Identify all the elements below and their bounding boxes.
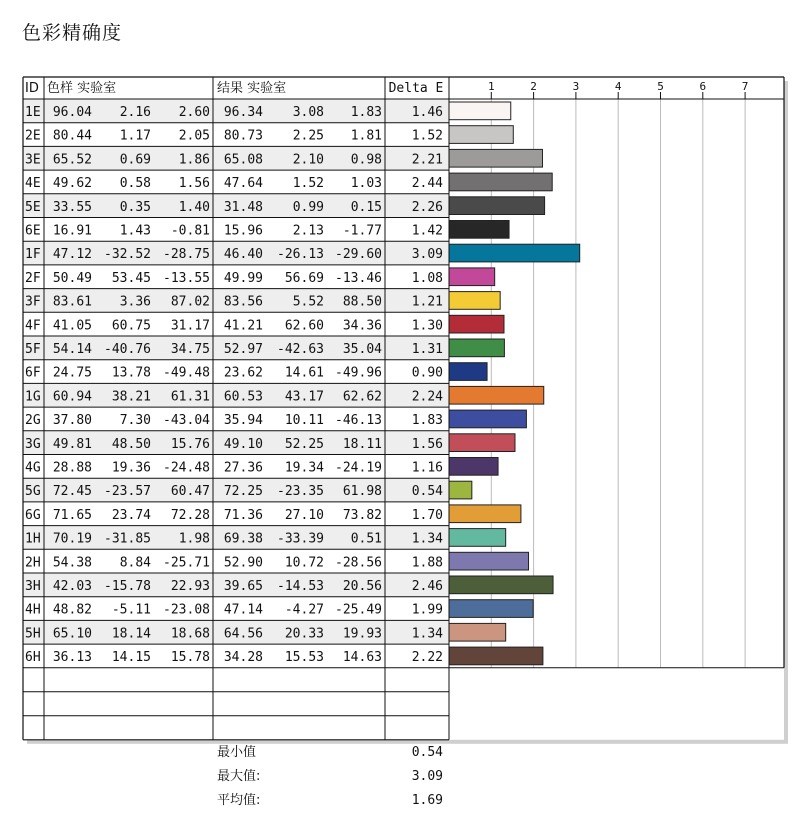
cell-sample-lab: 54.14 <box>52 342 92 357</box>
cell-result-lab: -25.49 <box>335 602 382 618</box>
cell-result-lab: 1.03 <box>350 176 382 192</box>
cell-sample-lab: 60.75 <box>111 318 151 334</box>
cell-result-lab: 83.56 <box>223 294 263 310</box>
cell-result-lab: 72.25 <box>223 484 263 500</box>
cell-result-lab: 62.60 <box>284 318 324 334</box>
bar-2F <box>449 268 495 286</box>
cell-result-lab: 80.73 <box>223 128 263 144</box>
cell-id: 2E <box>25 128 41 144</box>
cell-sample-lab: 37.80 <box>52 413 92 429</box>
cell-sample-lab: 83.61 <box>52 294 92 310</box>
cell-result-lab: -42.63 <box>277 342 324 357</box>
cell-result-lab: 43.17 <box>284 389 324 405</box>
cell-result-lab: 88.50 <box>342 294 382 310</box>
cell-delta-e: 0.90 <box>411 365 443 381</box>
cell-sample-lab: -25.71 <box>163 555 210 571</box>
cell-result-lab: 31.48 <box>223 199 263 215</box>
cell-sample-lab: -15.78 <box>104 579 151 594</box>
cell-sample-lab: 53.45 <box>111 270 151 286</box>
cell-sample-lab: -49.48 <box>163 365 210 381</box>
cell-result-lab: 35.04 <box>342 342 382 357</box>
cell-sample-lab: 0.69 <box>119 152 151 168</box>
bar-5E <box>449 197 545 215</box>
cell-result-lab: 49.10 <box>223 436 263 452</box>
cell-delta-e: 1.88 <box>411 555 443 571</box>
cell-sample-lab: 3.36 <box>119 294 151 310</box>
cell-result-lab: 2.10 <box>292 152 324 168</box>
cell-sample-lab: 42.03 <box>52 579 92 594</box>
cell-result-lab: 0.15 <box>350 199 382 215</box>
bar-3F <box>449 292 500 310</box>
cell-sample-lab: 48.50 <box>111 436 151 452</box>
cell-sample-lab: 1.56 <box>178 176 210 192</box>
cell-id: 3G <box>25 436 41 452</box>
cell-result-lab: 27.36 <box>223 460 263 476</box>
cell-sample-lab: -0.81 <box>170 223 210 239</box>
cell-delta-e: 2.24 <box>411 389 443 405</box>
cell-sample-lab: -28.75 <box>163 247 210 263</box>
cell-result-lab: -26.13 <box>277 247 324 263</box>
cell-delta-e: 2.46 <box>411 579 443 594</box>
bar-6E <box>449 221 509 239</box>
bar-1F <box>449 244 580 262</box>
cell-id: 6H <box>25 650 41 666</box>
x-tick-label: 6 <box>699 80 707 93</box>
cell-result-lab: 47.14 <box>223 602 263 618</box>
cell-sample-lab: 48.82 <box>52 602 92 618</box>
cell-sample-lab: 18.14 <box>111 626 151 642</box>
cell-delta-e: 1.52 <box>411 128 443 144</box>
cell-id: 1F <box>25 247 41 263</box>
cell-result-lab: 34.28 <box>223 650 263 666</box>
header-result-lab: 结果 实验室 <box>217 81 287 96</box>
bar-6H <box>449 647 543 665</box>
cell-sample-lab: -23.57 <box>104 484 151 500</box>
cell-id: 6G <box>25 507 41 523</box>
cell-result-lab: 60.53 <box>223 389 263 405</box>
cell-id: 4G <box>25 460 41 476</box>
x-tick-label: 3 <box>572 80 580 93</box>
cell-delta-e: 1.31 <box>411 342 443 357</box>
cell-sample-lab: 49.81 <box>52 436 92 452</box>
cell-sample-lab: 65.10 <box>52 626 92 642</box>
cell-delta-e: 2.44 <box>411 176 443 192</box>
cell-result-lab: -49.96 <box>335 365 382 381</box>
cell-sample-lab: -31.85 <box>104 531 151 547</box>
cell-sample-lab: 1.17 <box>119 128 151 144</box>
cell-result-lab: 49.99 <box>223 270 263 286</box>
cell-id: 1E <box>25 105 41 120</box>
cell-delta-e: 1.34 <box>411 626 443 642</box>
cell-result-lab: 62.62 <box>342 389 382 405</box>
cell-sample-lab: 70.19 <box>52 531 92 547</box>
cell-sample-lab: 47.12 <box>52 247 92 263</box>
x-tick-label: 7 <box>741 80 749 93</box>
cell-sample-lab: 22.93 <box>170 579 210 594</box>
cell-delta-e: 1.70 <box>411 507 443 523</box>
cell-result-lab: 18.11 <box>342 436 382 452</box>
bar-1G <box>449 386 544 404</box>
cell-sample-lab: 50.49 <box>52 270 92 286</box>
cell-delta-e: 1.30 <box>411 318 443 334</box>
cell-result-lab: 71.36 <box>223 507 263 523</box>
cell-id: 4F <box>25 318 41 334</box>
cell-id: 6E <box>25 223 41 239</box>
cell-result-lab: 73.82 <box>342 507 382 523</box>
cell-sample-lab: 31.17 <box>170 318 210 334</box>
cell-delta-e: 1.16 <box>411 460 443 476</box>
cell-result-lab: -13.46 <box>335 270 382 286</box>
cell-sample-lab: -24.48 <box>163 460 210 476</box>
summary-min-label: 最小值 <box>217 745 257 760</box>
cell-id: 3F <box>25 294 41 310</box>
summary-max-value: 3.09 <box>411 769 443 784</box>
cell-sample-lab: 2.16 <box>119 105 151 120</box>
cell-sample-lab: 1.86 <box>178 152 210 168</box>
cell-id: 1G <box>25 389 41 405</box>
cell-id: 2F <box>25 270 41 286</box>
cell-id: 2G <box>25 413 41 429</box>
cell-result-lab: 56.69 <box>284 270 324 286</box>
cell-result-lab: 47.64 <box>223 176 263 192</box>
cell-result-lab: 1.52 <box>292 176 324 192</box>
cell-sample-lab: 38.21 <box>111 389 151 405</box>
cell-result-lab: -24.19 <box>335 460 382 476</box>
bar-1E <box>449 102 511 120</box>
cell-sample-lab: 80.44 <box>52 128 92 144</box>
cell-result-lab: 20.33 <box>284 626 324 642</box>
cell-sample-lab: 49.62 <box>52 176 92 192</box>
cell-sample-lab: 41.05 <box>52 318 92 334</box>
cell-result-lab: 52.90 <box>223 555 263 571</box>
bar-5G <box>449 481 472 499</box>
cell-result-lab: 14.61 <box>284 365 324 381</box>
cell-id: 4E <box>25 176 41 192</box>
cell-sample-lab: 23.74 <box>111 507 151 523</box>
cell-result-lab: 10.11 <box>284 413 324 429</box>
cell-sample-lab: -40.76 <box>104 342 151 357</box>
cell-sample-lab: -32.52 <box>104 247 151 263</box>
cell-result-lab: 0.51 <box>350 531 382 547</box>
cell-result-lab: 19.93 <box>342 626 382 642</box>
cell-delta-e: 1.34 <box>411 531 443 547</box>
cell-result-lab: 5.52 <box>292 294 324 310</box>
cell-sample-lab: 61.31 <box>170 389 210 405</box>
cell-sample-lab: 7.30 <box>119 413 151 429</box>
cell-sample-lab: 72.45 <box>52 484 92 500</box>
cell-sample-lab: -43.04 <box>163 413 210 429</box>
cell-sample-lab: 54.38 <box>52 555 92 571</box>
cell-delta-e: 1.21 <box>411 294 443 310</box>
cell-sample-lab: 14.15 <box>111 650 151 666</box>
cell-result-lab: -1.77 <box>342 223 382 239</box>
cell-id: 5G <box>25 484 41 500</box>
bar-5H <box>449 623 506 641</box>
bar-2E <box>449 126 513 144</box>
cell-result-lab: 10.72 <box>284 555 324 571</box>
cell-result-lab: 23.62 <box>223 365 263 381</box>
cell-sample-lab: 65.52 <box>52 152 92 168</box>
bar-3G <box>449 434 515 452</box>
cell-result-lab: 34.36 <box>342 318 382 334</box>
cell-delta-e: 1.56 <box>411 436 443 452</box>
cell-id: 5E <box>25 199 41 215</box>
cell-sample-lab: 0.58 <box>119 176 151 192</box>
cell-result-lab: 61.98 <box>342 484 382 500</box>
cell-delta-e: 1.46 <box>411 105 443 120</box>
header-sample-lab: 色样 实验室 <box>47 81 117 96</box>
cell-result-lab: 2.13 <box>292 223 324 239</box>
cell-sample-lab: -13.55 <box>163 270 210 286</box>
cell-sample-lab: 18.68 <box>170 626 210 642</box>
cell-sample-lab: 96.04 <box>52 105 92 120</box>
cell-result-lab: 35.94 <box>223 413 263 429</box>
bar-5F <box>449 339 504 357</box>
cell-sample-lab: 1.43 <box>119 223 151 239</box>
cell-delta-e: 0.54 <box>411 484 443 500</box>
summary-min-value: 0.54 <box>411 745 443 760</box>
cell-delta-e: 2.21 <box>411 152 443 168</box>
x-tick-label: 1 <box>487 80 495 93</box>
cell-result-lab: -14.53 <box>277 579 324 594</box>
cell-result-lab: -33.39 <box>277 531 324 547</box>
bar-4G <box>449 458 498 476</box>
cell-sample-lab: 34.75 <box>170 342 210 357</box>
cell-result-lab: 15.96 <box>223 223 263 239</box>
cell-id: 6F <box>25 365 41 381</box>
cell-sample-lab: 36.13 <box>52 650 92 666</box>
bar-2H <box>449 552 529 570</box>
cell-id: 3E <box>25 152 41 168</box>
bar-3E <box>449 149 542 167</box>
cell-result-lab: -4.27 <box>284 602 324 618</box>
cell-sample-lab: 87.02 <box>170 294 210 310</box>
bar-6F <box>449 363 487 381</box>
cell-delta-e: 2.26 <box>411 199 443 215</box>
bar-4E <box>449 173 552 191</box>
cell-sample-lab: 0.35 <box>119 199 151 215</box>
cell-sample-lab: 1.40 <box>178 199 210 215</box>
cell-result-lab: 15.53 <box>284 650 324 666</box>
header-id: ID <box>25 81 39 96</box>
cell-id: 5F <box>25 342 41 357</box>
cell-delta-e: 1.83 <box>411 413 443 429</box>
cell-id: 5H <box>25 626 41 642</box>
cell-result-lab: 46.40 <box>223 247 263 263</box>
cell-sample-lab: 16.91 <box>52 223 92 239</box>
cell-result-lab: 52.25 <box>284 436 324 452</box>
summary-avg-value: 1.69 <box>411 793 443 808</box>
bar-2G <box>449 410 526 428</box>
cell-result-lab: 39.65 <box>223 579 263 594</box>
cell-sample-lab: 24.75 <box>52 365 92 381</box>
bar-4H <box>449 600 533 618</box>
cell-sample-lab: 60.47 <box>170 484 210 500</box>
cell-sample-lab: 71.65 <box>52 507 92 523</box>
cell-result-lab: 69.38 <box>223 531 263 547</box>
x-tick-label: 5 <box>657 80 664 93</box>
bar-4F <box>449 315 504 333</box>
cell-sample-lab: 2.05 <box>178 128 210 144</box>
cell-sample-lab: 28.88 <box>52 460 92 476</box>
cell-result-lab: 3.08 <box>292 105 324 120</box>
cell-sample-lab: 33.55 <box>52 199 92 215</box>
summary-avg-label: 平均值: <box>217 793 261 808</box>
cell-result-lab: 96.34 <box>223 105 263 120</box>
bar-1H <box>449 529 506 547</box>
cell-result-lab: 0.98 <box>350 152 382 168</box>
cell-id: 4H <box>25 602 41 618</box>
cell-result-lab: 41.21 <box>223 318 263 334</box>
summary-max-label: 最大值: <box>217 769 261 784</box>
cell-result-lab: 19.34 <box>284 460 324 476</box>
cell-sample-lab: -5.11 <box>111 602 151 618</box>
page-title: 色彩精确度 <box>22 22 123 44</box>
cell-id: 3H <box>25 579 41 594</box>
cell-id: 1H <box>25 531 41 547</box>
cell-result-lab: 20.56 <box>342 579 382 594</box>
cell-delta-e: 3.09 <box>411 247 443 263</box>
cell-sample-lab: 13.78 <box>111 365 151 381</box>
cell-result-lab: 52.97 <box>223 342 263 357</box>
cell-id: 2H <box>25 555 41 571</box>
cell-sample-lab: 19.36 <box>111 460 151 476</box>
cell-delta-e: 2.22 <box>411 650 443 666</box>
cell-result-lab: 0.99 <box>292 199 324 215</box>
cell-result-lab: 1.83 <box>350 105 382 120</box>
cell-delta-e: 1.08 <box>411 270 443 286</box>
cell-result-lab: 64.56 <box>223 626 263 642</box>
cell-sample-lab: 60.94 <box>52 389 92 405</box>
cell-sample-lab: 15.76 <box>170 436 210 452</box>
cell-result-lab: -29.60 <box>335 247 382 263</box>
cell-sample-lab: -23.08 <box>163 602 210 618</box>
cell-delta-e: 1.42 <box>411 223 443 239</box>
cell-result-lab: -46.13 <box>335 413 382 429</box>
cell-sample-lab: 72.28 <box>170 507 210 523</box>
bar-3H <box>449 576 553 594</box>
cell-delta-e: 1.99 <box>411 602 443 618</box>
cell-sample-lab: 8.84 <box>119 555 151 571</box>
cell-sample-lab: 15.78 <box>170 650 210 666</box>
cell-result-lab: 1.81 <box>350 128 382 144</box>
x-tick-label: 2 <box>530 80 537 93</box>
cell-result-lab: 2.25 <box>292 128 324 144</box>
cell-result-lab: 65.08 <box>223 152 263 168</box>
cell-result-lab: -23.35 <box>277 484 324 500</box>
cell-sample-lab: 1.98 <box>178 531 210 547</box>
header-delta-e: Delta E <box>388 81 444 96</box>
cell-result-lab: 14.63 <box>342 650 382 666</box>
cell-result-lab: -28.56 <box>335 555 382 571</box>
cell-result-lab: 27.10 <box>284 507 324 523</box>
bar-6G <box>449 505 521 523</box>
x-tick-label: 4 <box>614 80 622 93</box>
cell-sample-lab: 2.60 <box>178 105 210 120</box>
